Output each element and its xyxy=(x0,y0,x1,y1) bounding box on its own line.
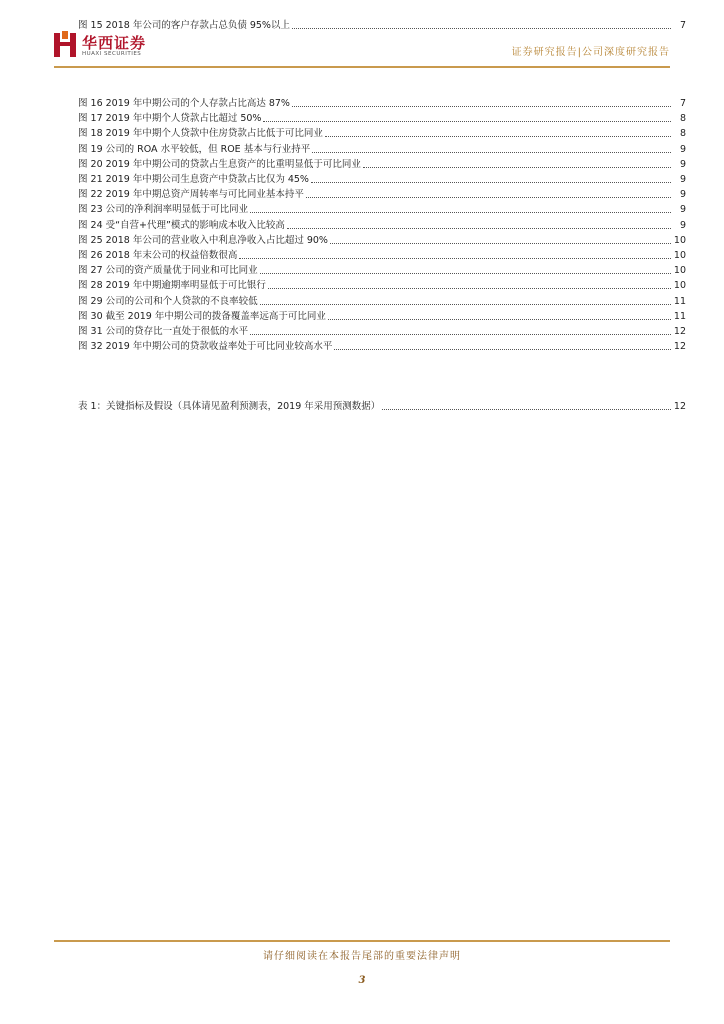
toc-entry-figure[interactable] xyxy=(78,126,686,140)
toc-leader-dots xyxy=(263,120,671,122)
toc-entry-figure[interactable] xyxy=(78,309,686,323)
toc-entry-page: 9 xyxy=(679,189,686,201)
toc-entry-figure[interactable] xyxy=(78,263,686,277)
report-type: 证券研究报告|公司深度研究报告 xyxy=(511,47,670,58)
toc-entry-figure[interactable] xyxy=(78,96,686,110)
toc-entry-label: 图 26 2018 年末公司的权益倍数很高 xyxy=(78,250,238,261)
toc-entry-page: 12 xyxy=(673,341,686,353)
toc-entry-figure[interactable] xyxy=(78,233,686,247)
toc-entry-label: 图 21 2019 年中期公司生息资产中贷款占比仅为 45% xyxy=(78,174,309,185)
toc-entry-figure[interactable] xyxy=(78,218,686,232)
toc-entry-label: 图 31 公司的贷存比一直处于很低的水平 xyxy=(78,326,249,337)
toc-entry-page: 7 xyxy=(679,98,686,109)
legal-notice: 请仔细阅读在本报告尾部的重要法律声明 xyxy=(263,951,461,962)
toc-entry-label: 图 23 公司的净利润率明显低于可比同业 xyxy=(78,204,249,216)
toc-entry-figure[interactable] xyxy=(78,324,686,338)
toc-leader-dots xyxy=(292,105,671,107)
toc-entry-label: 图 28 2019 年中期逾期率明显低于可比银行 xyxy=(78,280,266,292)
toc-entry-page: 7 xyxy=(679,20,686,31)
toc-leader-dots xyxy=(325,135,671,137)
toc-entry-table-1[interactable] xyxy=(78,399,686,413)
toc-leader-dots xyxy=(382,408,671,410)
toc-entry-page: 10 xyxy=(673,280,686,292)
toc-entry-page: 10 xyxy=(673,234,686,246)
toc-leader-dots xyxy=(260,303,671,305)
toc-entry-page: 11 xyxy=(673,310,686,322)
toc-entry-page: 8 xyxy=(679,113,686,125)
toc-entry-label: 图 18 2019 年中期个人贷款中住房贷款占比低于可比同业 xyxy=(78,128,323,140)
toc-entry-figure[interactable] xyxy=(78,157,686,171)
toc-entry-label: 图 27 公司的资产质量优于同业和可比同业 xyxy=(78,265,258,277)
toc-entry-page: 8 xyxy=(679,128,686,140)
toc-entry-page: 9 xyxy=(679,143,686,155)
toc-leader-dots xyxy=(239,257,671,259)
toc-entry-label: 图 30 截至 2019 年中期公司的拨备覆盖率远高于可比同业 xyxy=(78,310,326,322)
toc-entry-page: 9 xyxy=(679,204,686,216)
toc-leader-dots xyxy=(260,272,671,274)
toc-leader-dots xyxy=(287,227,671,229)
toc-entry-label: 图 22 2019 年中期总资产周转率与可比同业基本持平 xyxy=(78,189,304,201)
toc-entry-figure[interactable] xyxy=(78,248,686,262)
toc-entry-page: 9 xyxy=(679,219,686,231)
huaxi-logo-icon xyxy=(54,31,76,57)
toc-leader-dots xyxy=(363,166,671,168)
toc-entry-label: 图 29 公司的公司和个人贷款的不良率较低 xyxy=(78,295,258,307)
toc-entry-page: 12 xyxy=(673,401,686,412)
toc-entry-label: 图 19 公司的 ROA 水平较低，但 ROE 基本与行业持平 xyxy=(78,143,311,155)
toc-leader-dots xyxy=(250,333,671,335)
toc-entry-figure[interactable] xyxy=(78,202,686,216)
toc-entry-figure[interactable] xyxy=(78,172,686,186)
page-header xyxy=(54,31,670,65)
toc-entry-label: 图 32 2019 年中期公司的贷款收益率处于可比同业较高水平 xyxy=(78,341,333,353)
toc-entry-label: 图 24 受“自营+代理”模式的影响成本收入比较高 xyxy=(78,219,285,231)
toc-leader-dots xyxy=(268,287,671,289)
toc-entry-page: 12 xyxy=(673,326,686,337)
logo-text-cn: 华西证券 xyxy=(82,34,147,52)
toc-entry-figure[interactable] xyxy=(78,142,686,156)
toc-entry-page: 11 xyxy=(673,295,686,307)
toc-leader-dots xyxy=(334,348,671,350)
footer-divider xyxy=(54,940,670,942)
toc-entry-figure[interactable] xyxy=(78,339,686,353)
toc-entry-figure[interactable] xyxy=(78,187,686,201)
toc-leader-dots xyxy=(330,242,671,244)
page-number: 3 xyxy=(358,975,366,986)
toc-entry-label: 图 16 2019 年中期公司的个人存款占比高达 87% xyxy=(78,98,290,109)
toc-entry-figure[interactable] xyxy=(78,111,686,125)
toc-entry-label: 图 25 2018 年公司的营业收入中利息净收入占比超过 90% xyxy=(78,234,328,246)
toc-entry-page: 10 xyxy=(673,250,686,261)
toc-leader-dots xyxy=(312,151,671,153)
toc-entry-page: 9 xyxy=(679,158,686,170)
toc-entry-page: 10 xyxy=(673,265,686,277)
toc-entry-label: 图 20 2019 年中期公司的贷款占生息资产的比重明显低于可比同业 xyxy=(78,158,361,170)
toc-leader-dots xyxy=(306,196,671,198)
toc-entry-label: 表 1：关键指标及假设（具体请见盈利预测表，2019 年采用预测数据） xyxy=(78,401,381,412)
toc-leader-dots xyxy=(328,318,671,320)
toc-entry-figure[interactable] xyxy=(78,294,686,308)
toc-entry-page: 9 xyxy=(679,174,686,185)
header-divider xyxy=(54,66,670,68)
logo-text-en: HUAXI SECURITIES xyxy=(82,51,142,57)
toc-leader-dots xyxy=(292,27,671,29)
toc-leader-dots xyxy=(250,211,671,213)
toc-leader-dots xyxy=(311,181,671,183)
toc-entry-label: 图 17 2019 年中期个人贷款占比超过 50% xyxy=(78,113,262,125)
toc-entry-label: 图 15 2018 年公司的客户存款占总负债 95%以上 xyxy=(78,20,290,31)
toc-entry-figure-15[interactable] xyxy=(78,18,686,32)
toc-entry-figure[interactable] xyxy=(78,278,686,292)
